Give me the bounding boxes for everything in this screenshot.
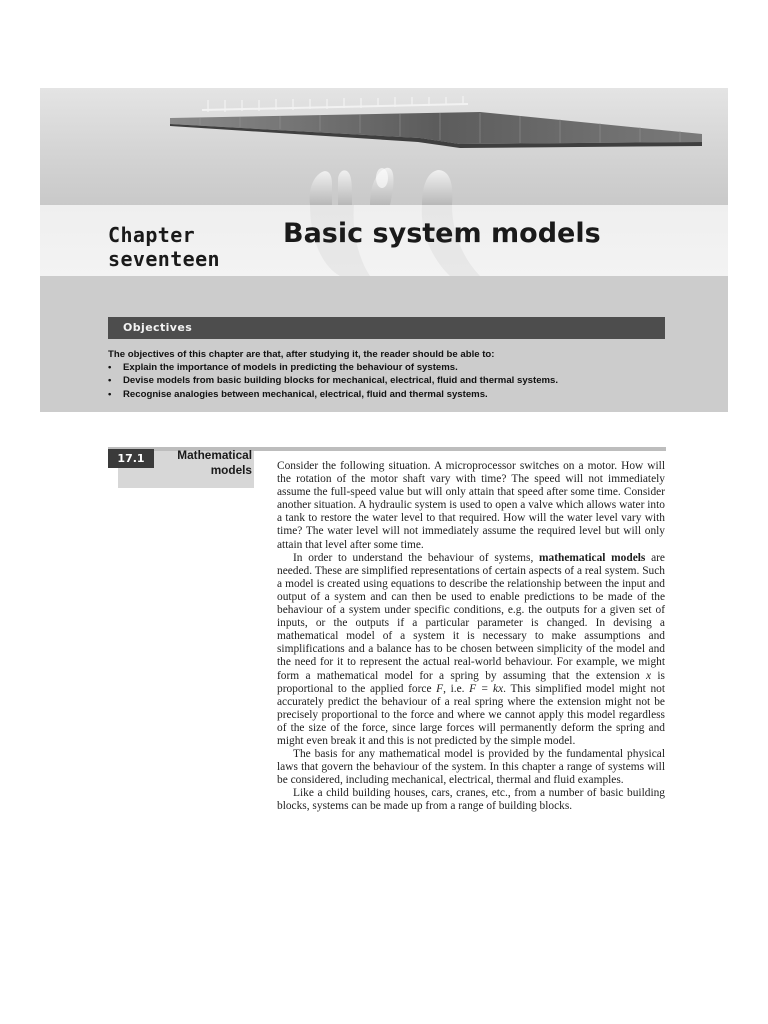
paragraph-text: . This simplified model might not accurately predict the behaviour of a real spring where the extension might not be precisely proportional to the force and where we cannot apply this model regardless of the size of the force, since large forces will permanently deform the spring and might even break it and this is not predicted by the simple model. — [277, 682, 666, 747]
paragraph: Consider the following situation. A microprocessor switches on a motor. How will the rotation of the motor shaft vary with time? The speed will not immediately assume the full-speed value but will only attain that speed after some time. Consider another situation. A hydraulic system is used to open a valve which allows water into a tank to restore the water level to that required. How will the water level vary with time? The water level will not immediately assume the required level but will only attain that level after some time. — [277, 460, 665, 551]
objective-text: Explain the importance of models in predicting the behaviour of systems. — [123, 362, 458, 373]
objectives-panel — [40, 276, 728, 412]
objective-item — [108, 361, 558, 374]
solar-panel-illustration — [40, 88, 728, 205]
chapter-label-line1: Chapter — [108, 223, 196, 247]
section-number: 17.1 — [117, 452, 145, 465]
section-number-box — [108, 449, 154, 468]
equation: F = kx — [469, 682, 504, 695]
paragraph-text: are needed. These are simplified representations of certain aspects of a real system. Such a model is created using equations to describe the relationship between the input and output of a system and can then be used to enable predictions to be made of the behaviour of a system under specific conditions, e.g. the outputs for a given set of inputs, or the outputs if a particular parameter is changed. In devising a mathematical model of a system it is necessary to make assumptions and simplifications and a balance has to be chosen between simplicity of the model and the need for it to represent the actual real-world behaviour. For example, we might form a mathematical model for a spring by assuming that the extension — [277, 551, 665, 682]
objective-text: Devise models from basic building blocks for mechanical, electrical, fluid and thermal systems. — [123, 375, 559, 387]
bullet-icon: • — [108, 388, 112, 400]
objective-text: Recognise analogies between mechanical, electrical, fluid and thermal systems. — [123, 388, 488, 400]
paragraph: The basis for any mathematical model is provided by the fundamental physical laws that govern the behaviour of the system. In this chapter a range of systems will be considered, including mechanical, electrical, thermal and fluid examples. — [277, 748, 665, 787]
variable: F — [436, 682, 444, 695]
chapter-label-line2: seventeen — [108, 247, 220, 271]
section-title-line1: Mathematical — [177, 448, 252, 462]
objectives-intro: The objectives of this chapter are that, after studying it, the reader should be able to: — [108, 349, 495, 360]
body-text — [277, 460, 665, 814]
bullet-icon: • — [108, 375, 112, 387]
header-photo — [40, 88, 728, 205]
section-title-line2: models — [210, 463, 252, 477]
objective-item — [108, 374, 558, 387]
paragraph-text: is proportional to the applied force — [277, 669, 665, 695]
paragraph — [277, 552, 665, 748]
variable: x — [645, 669, 652, 682]
bullet-icon: • — [108, 362, 112, 373]
objective-item — [108, 388, 558, 401]
chapter-label — [108, 223, 220, 271]
chapter-title: Basic system models — [283, 218, 601, 249]
section-title — [158, 448, 252, 478]
objectives-list — [108, 361, 558, 401]
objectives-heading-bar — [108, 317, 665, 339]
paragraph-text: In order to understand the behaviour of systems, — [293, 551, 540, 564]
key-term: mathematical models — [539, 551, 646, 564]
paragraph: Like a child building houses, cars, cranes, etc., from a number of basic building blocks, systems can be made up from a range of building blocks. — [277, 787, 665, 813]
paragraph-text: , i.e. — [443, 682, 470, 695]
objectives-heading: Objectives — [123, 321, 193, 334]
chapter-header-band — [40, 205, 728, 276]
